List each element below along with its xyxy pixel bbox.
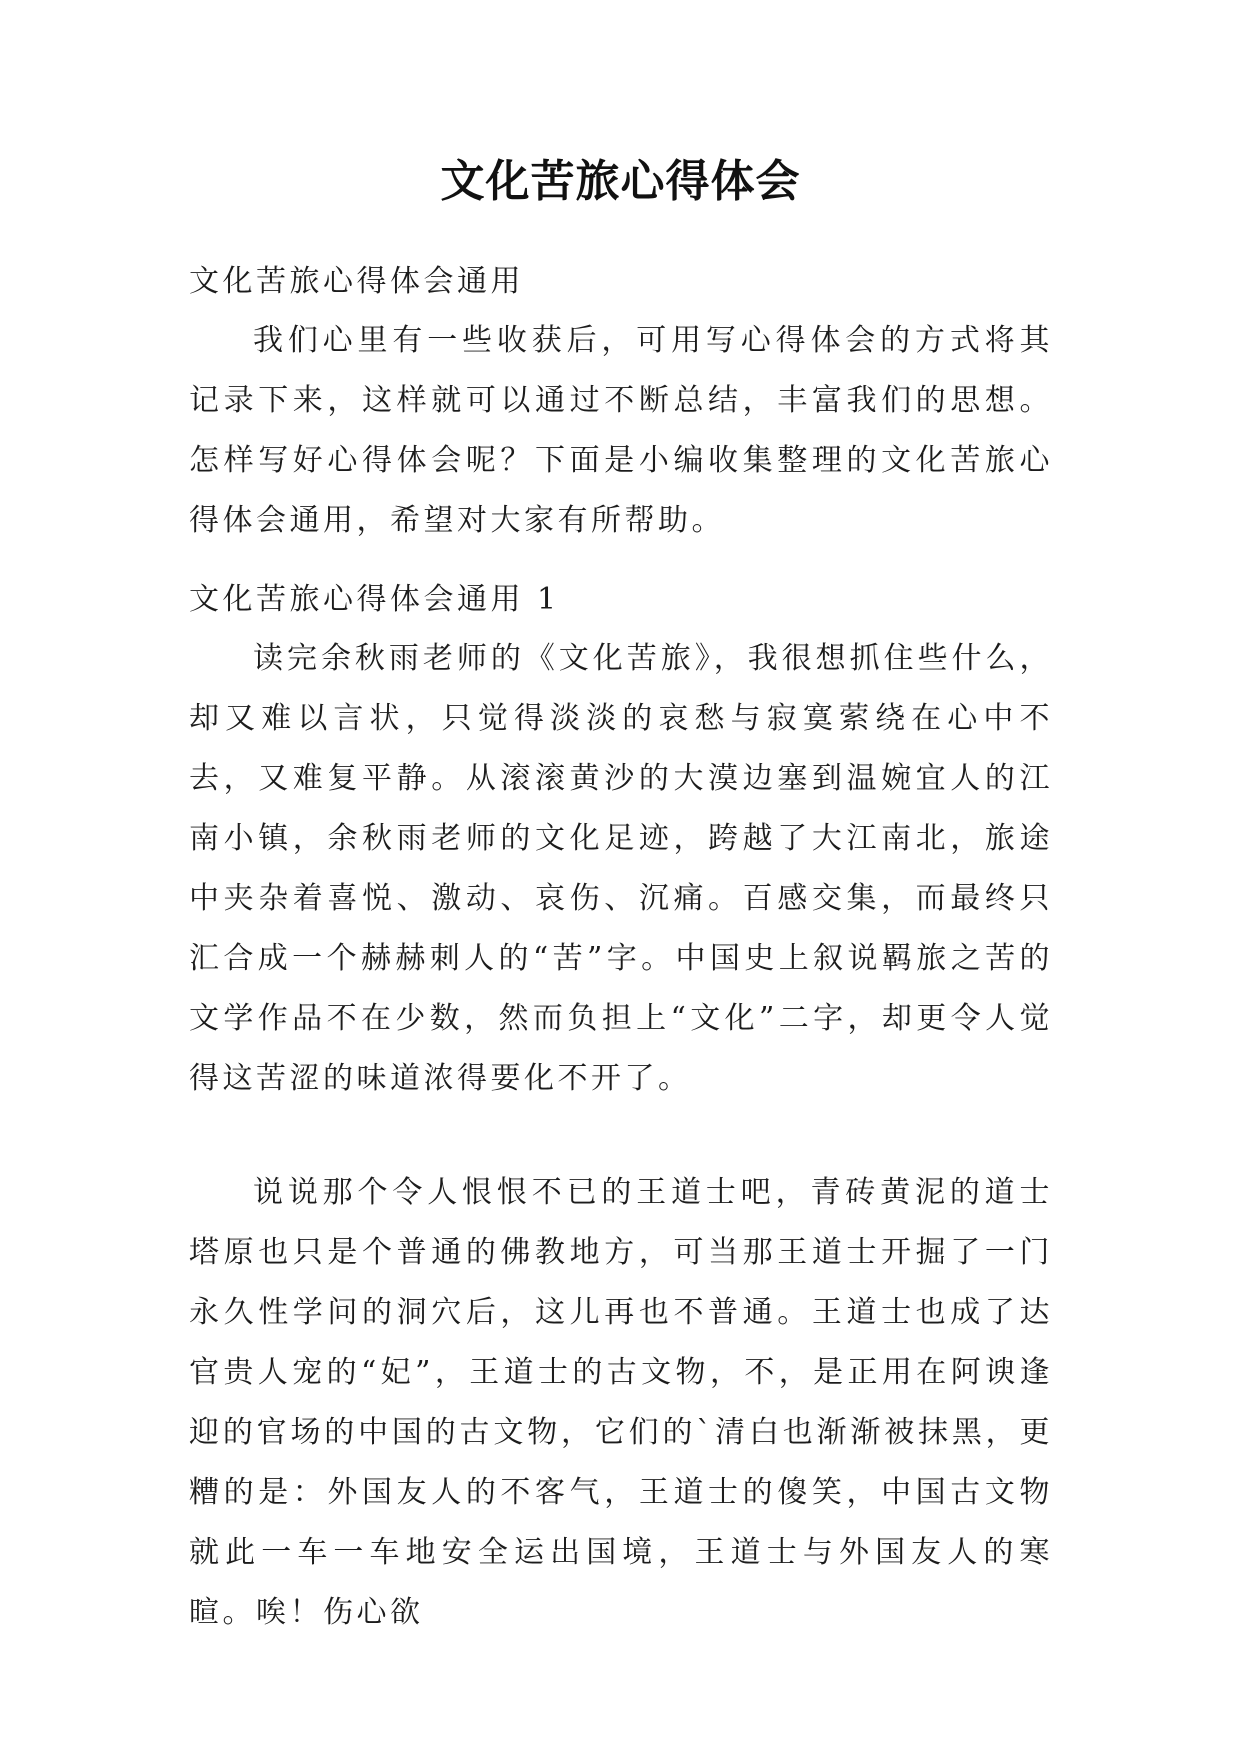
document-title: 文化苦旅心得体会 bbox=[440, 156, 801, 207]
section-1-paragraph-1: 读完余秋雨老师的《文化苦旅》，我很想抓住些什么，却又难以言状，只觉得淡淡的哀愁与寂寞萦绕在心中不去，又难复平静。从滚滚黄沙的大漠边塞到温婉宜人的江南小镇，余秋雨老师的文化足迹，跨越了大江南北，旅途中夹杂着喜悦、激动、哀伤、沉痛。百感交集，而最终只汇合成一个赫赫刺人的“苦”字。中国史上叙说羁旅之苦的文学作品不在少数，然而负担上“文化”二字，却更令人觉得这苦涩的味道浓得要化不开了。 bbox=[189, 641, 1053, 1096]
section-1-paragraph-2: 说说那个令人恨恨不已的王道士吧，青砖黄泥的道士塔原也只是个普通的佛教地方，可当那王道士开掘了一门永久性学问的洞穴后，这儿再也不普通。王道士也成了达官贵人宠的“妃”，王道士的古文物，不，是正用在阿谀逢迎的官场的中国的古文物，它们的`清白也渐渐被抹黑，更糟的是：外国友人的不客气，王道士的傻笑，中国古文物就此一车一车地安全运出国境，王道士与外国友人的寒暄。唉！伤心欲 bbox=[189, 1175, 1053, 1630]
intro-paragraph: 我们心里有一些收获后，可用写心得体会的方式将其记录下来，这样就可以通过不断总结，丰富我们的思想。怎样写好心得体会呢？下面是小编收集整理的文化苦旅心得体会通用，希望对大家有所帮助。 bbox=[189, 323, 1053, 538]
document-subtitle: 文化苦旅心得体会通用 bbox=[189, 264, 524, 299]
section-1-heading: 文化苦旅心得体会通用 1 bbox=[189, 582, 560, 617]
